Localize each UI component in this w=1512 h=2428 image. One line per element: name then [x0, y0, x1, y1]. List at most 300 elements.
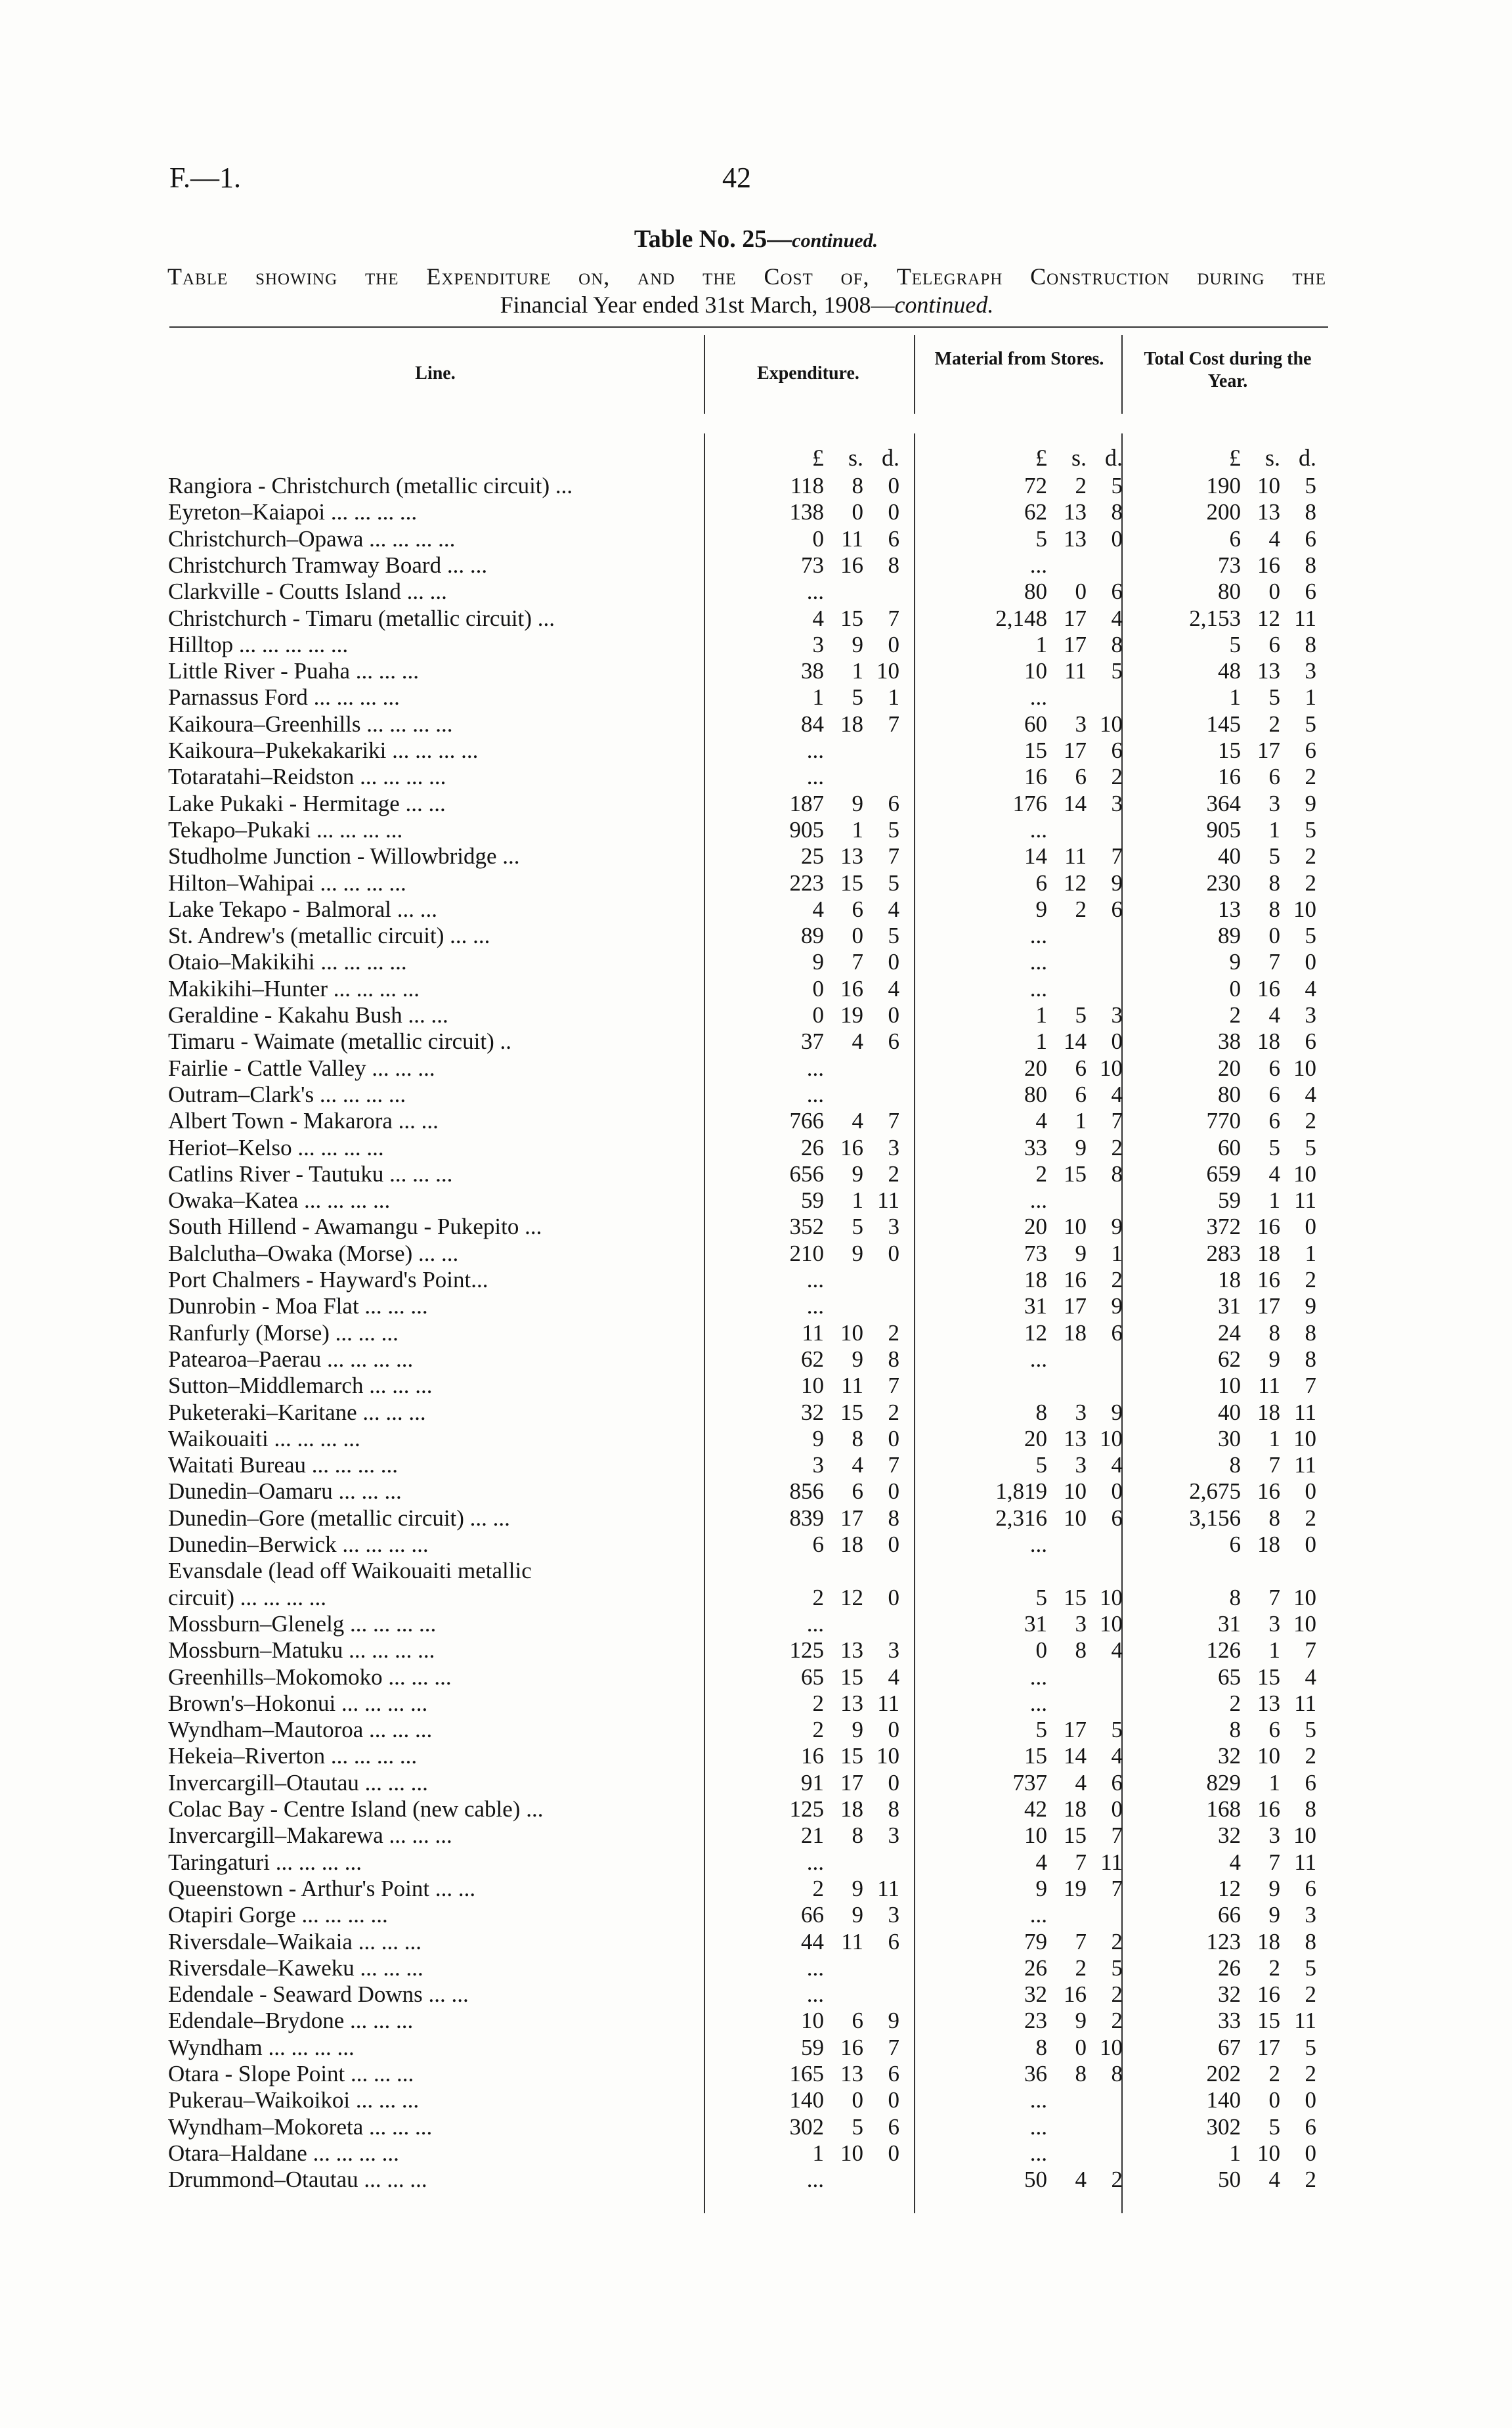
expenditure-pounds: 302: [789, 2113, 824, 2140]
material-shillings: 3: [1075, 1452, 1087, 1478]
expenditure-shillings: 11: [841, 1928, 863, 1954]
total-pence: 0: [1305, 1478, 1316, 1505]
table-row: [0, 2140, 1512, 2167]
material-shillings: 17: [1064, 1293, 1087, 1319]
expenditure-pence: 0: [888, 2087, 899, 2113]
expenditure-pence: 7: [888, 1452, 899, 1478]
material-pence: 0: [1111, 1028, 1123, 1055]
line-name: Drummond–Otautau ... ... ...: [168, 2167, 427, 2193]
material-shillings: 13: [1064, 499, 1087, 525]
total-pence: 1: [1305, 1240, 1316, 1266]
total-pounds: 18: [1218, 1267, 1241, 1292]
expenditure-pounds: 0: [812, 1002, 824, 1028]
table-row: [0, 1241, 1512, 1267]
line-name: Kaikoura–Greenhills ... ... ... ...: [168, 711, 453, 737]
line-name: Little River - Puaha ... ... ...: [168, 658, 420, 684]
total-shillings: 5: [1268, 843, 1280, 870]
expenditure-pence: 0: [888, 1478, 899, 1505]
total-pence: 10: [1293, 896, 1316, 922]
total-pounds: 2,153: [1189, 605, 1241, 631]
total-pounds: 62: [1218, 1346, 1241, 1372]
total-pounds: 67: [1218, 2034, 1241, 2060]
expenditure-pounds: 1: [812, 2140, 824, 2166]
expenditure-pence: 7: [888, 1108, 899, 1134]
table-row: [0, 1981, 1512, 2008]
expenditure-pounds: ...: [806, 2167, 824, 2193]
table-row: [0, 526, 1512, 552]
total-pence: 6: [1305, 2113, 1316, 2140]
table-row: [0, 579, 1512, 605]
material-pounds: 2: [1035, 1160, 1047, 1187]
expenditure-pounds: 91: [801, 1769, 824, 1796]
total-pence: 3: [1305, 1002, 1316, 1028]
material-pence: 2: [1111, 1928, 1123, 1954]
total-shillings: 16: [1257, 1478, 1280, 1505]
table-row: [0, 976, 1512, 1002]
expenditure-pence: 5: [888, 816, 899, 843]
expenditure-pounds: 0: [812, 975, 824, 1002]
total-pence: 8: [1305, 631, 1316, 657]
material-shillings: 6: [1075, 1055, 1087, 1081]
expenditure-shillings: 19: [840, 1002, 863, 1028]
total-pounds: 659: [1206, 1160, 1241, 1187]
expenditure-pounds: 32: [801, 1399, 824, 1425]
material-pounds: 73: [1024, 1240, 1047, 1266]
material-pounds: 15: [1024, 1743, 1047, 1769]
expenditure-shillings: 8: [852, 1822, 863, 1849]
material-pounds: 1,819: [995, 1478, 1047, 1505]
line-name: Otaio–Makikihi ... ... ... ...: [168, 949, 407, 975]
expenditure-pounds: 2: [812, 1717, 824, 1743]
expenditure-pence: 3: [888, 1637, 899, 1664]
expenditure-pence: 6: [888, 1028, 899, 1055]
table-row: [0, 2008, 1512, 2034]
table-row: [0, 738, 1512, 764]
material-pounds: 42: [1024, 1796, 1047, 1822]
line-name: Invercargill–Otautau ... ... ...: [168, 1769, 428, 1796]
total-shillings: 7: [1268, 1584, 1280, 1610]
total-pence: 10: [1293, 1822, 1316, 1849]
expenditure-pounds: 4: [812, 605, 824, 631]
expenditure-shillings: 15: [840, 1664, 863, 1690]
total-pence: 10: [1293, 1584, 1316, 1610]
expenditure-shillings: 9: [852, 1160, 863, 1187]
expenditure-shillings: 0: [852, 2087, 863, 2113]
total-pence: 6: [1305, 1028, 1316, 1055]
line-name: Dunedin–Berwick ... ... ... ...: [168, 1532, 429, 1557]
material-pounds: 2,316: [995, 1505, 1047, 1531]
line-name: Studholme Junction - Willowbridge ...: [168, 843, 520, 870]
material-pounds: 8: [1035, 1399, 1047, 1425]
material-pence: 5: [1111, 473, 1123, 498]
expenditure-shillings: 4: [852, 1028, 863, 1055]
line-name: Mossburn–Matuku ... ... ... ...: [168, 1637, 435, 1664]
material-pounds: 23: [1024, 2008, 1047, 2034]
total-pence: 7: [1305, 1637, 1316, 1664]
material-shillings: 14: [1064, 1028, 1087, 1055]
total-pence: 2: [1305, 2167, 1316, 2193]
total-pounds: 5: [1229, 631, 1241, 657]
expenditure-shillings: 15: [840, 605, 863, 631]
material-pounds: 5: [1035, 525, 1047, 552]
expenditure-pence: 11: [877, 1690, 899, 1716]
line-name: Otara–Haldane ... ... ... ...: [168, 2140, 399, 2166]
total-pounds: 15: [1218, 738, 1241, 763]
total-pounds: 38: [1218, 1028, 1241, 1055]
total-pence: 10: [1293, 1425, 1316, 1451]
material-pence: 7: [1111, 843, 1123, 870]
material-shillings: 15: [1064, 1822, 1087, 1849]
expenditure-pounds: 856: [789, 1478, 824, 1505]
expenditure-pence: 3: [888, 1822, 899, 1849]
material-pounds: 5: [1035, 1452, 1047, 1478]
total-shillings: 15: [1257, 1664, 1280, 1690]
line-name: Outram–Clark's ... ... ... ...: [168, 1081, 406, 1107]
line-name: Lake Tekapo - Balmoral ... ...: [168, 896, 437, 922]
total-pounds: 59: [1218, 1187, 1241, 1214]
line-name: Timaru - Waimate (metallic circuit) ..: [168, 1028, 512, 1055]
material-pence: 0: [1111, 1796, 1123, 1822]
table-row: [0, 817, 1512, 843]
total-pounds: 1: [1229, 684, 1241, 711]
line-name: Queenstown - Arthur's Point ... ...: [168, 1875, 476, 1901]
total-pence: 8: [1305, 1319, 1316, 1346]
total-shillings: 0: [1268, 579, 1280, 605]
expenditure-pence: 8: [888, 1346, 899, 1372]
total-shillings: 18: [1257, 1399, 1280, 1425]
material-shillings: 13: [1064, 1425, 1087, 1451]
material-pence: 3: [1111, 1002, 1123, 1028]
expenditure-shillings: 11: [841, 525, 863, 552]
material-pounds: 20: [1024, 1425, 1047, 1451]
expenditure-pence: 0: [888, 473, 899, 498]
expenditure-shillings: 16: [840, 2034, 863, 2060]
total-pounds: 4: [1229, 1849, 1241, 1875]
expenditure-shillings: 9: [852, 1875, 863, 1901]
expenditure-shillings: 10: [840, 1319, 863, 1346]
material-shillings: 16: [1064, 1267, 1087, 1292]
total-shillings: 1: [1268, 1769, 1280, 1796]
total-pounds: 24: [1218, 1319, 1241, 1346]
total-pounds: 48: [1218, 658, 1241, 684]
total-pounds: 20: [1218, 1055, 1241, 1081]
material-pence: 0: [1111, 525, 1123, 552]
total-shillings: 16: [1257, 1796, 1280, 1822]
total-pence: 11: [1294, 1849, 1316, 1875]
expenditure-pence: 0: [888, 1769, 899, 1796]
expenditure-pence: 6: [888, 525, 899, 552]
table-row: [0, 1055, 1512, 1082]
expenditure-pounds: ...: [806, 1981, 824, 2008]
material-pounds: ...: [1029, 552, 1047, 578]
material-shillings: 17: [1064, 631, 1087, 657]
line-name: Clarkville - Coutts Island ... ...: [168, 579, 447, 605]
total-shillings: 16: [1257, 552, 1280, 578]
material-pounds: 12: [1024, 1319, 1047, 1346]
line-name: Heriot–Kelso ... ... ... ...: [168, 1134, 384, 1160]
line-name: Sutton–Middlemarch ... ... ...: [168, 1373, 433, 1399]
total-shillings: 6: [1268, 1717, 1280, 1743]
expenditure-pounds: 6: [812, 1532, 824, 1557]
expenditure-pounds: 140: [789, 2087, 824, 2113]
expenditure-shillings: 1: [852, 658, 863, 684]
expenditure-shillings: 8: [852, 1425, 863, 1451]
expenditure-pence: 8: [888, 1505, 899, 1531]
table-row: [0, 2035, 1512, 2061]
total-pence: 5: [1305, 1717, 1316, 1743]
total-pence: 2: [1305, 1743, 1316, 1769]
total-pounds: 6: [1229, 525, 1241, 552]
material-pounds: 1: [1035, 1002, 1047, 1028]
expenditure-pence: 11: [877, 1187, 899, 1214]
total-pounds: 190: [1206, 473, 1241, 498]
material-pence: 7: [1111, 1822, 1123, 1849]
total-pence: 4: [1305, 975, 1316, 1002]
page-number: 42: [722, 162, 751, 194]
total-shillings: 11: [1258, 1373, 1280, 1399]
expenditure-shillings: 18: [840, 1796, 863, 1822]
material-pounds: 9: [1035, 896, 1047, 922]
table-row: [0, 711, 1512, 738]
total-pounds: 30: [1218, 1425, 1241, 1451]
expenditure-shillings: 1: [852, 1187, 863, 1214]
material-pence: 6: [1111, 579, 1123, 605]
total-pounds: 8: [1229, 1584, 1241, 1610]
total-pounds: 16: [1218, 764, 1241, 790]
table-row: [0, 949, 1512, 975]
table-title: [0, 225, 1512, 254]
expenditure-pence: 9: [888, 2008, 899, 2034]
material-pounds: 26: [1024, 1954, 1047, 1981]
line-name: Taringaturi ... ... ... ...: [168, 1849, 362, 1875]
total-pounds: 3,156: [1189, 1505, 1241, 1531]
total-shillings: 8: [1268, 870, 1280, 896]
table-row: [0, 632, 1512, 658]
material-pence: 4: [1111, 605, 1123, 631]
material-shillings: 13: [1064, 525, 1087, 552]
material-pounds: 20: [1024, 1055, 1047, 1081]
total-shillings: 18: [1257, 1028, 1280, 1055]
total-pounds: 80: [1218, 579, 1241, 605]
material-shillings: 18: [1064, 1319, 1087, 1346]
expenditure-pence: 0: [888, 1717, 899, 1743]
material-shillings: 4: [1075, 1769, 1087, 1796]
expenditure-pounds: 11: [802, 1319, 824, 1346]
total-shillings: 4: [1268, 1160, 1280, 1187]
total-pence: 9: [1305, 1293, 1316, 1319]
total-pounds: 0: [1229, 975, 1241, 1002]
expenditure-pounds: 10: [801, 2008, 824, 2034]
table-row: [0, 1770, 1512, 1796]
table-row: [0, 843, 1512, 870]
material-pounds: 80: [1024, 1081, 1047, 1107]
expenditure-pence: 3: [888, 1134, 899, 1160]
total-pounds: 8: [1229, 1717, 1241, 1743]
expenditure-pounds: 839: [789, 1505, 824, 1531]
line-name: Dunedin–Gore (metallic circuit) ... ...: [168, 1505, 510, 1531]
line-name: Wyndham ... ... ... ...: [168, 2034, 355, 2060]
total-pence: 11: [1294, 605, 1316, 631]
table-row: [0, 552, 1512, 579]
material-shillings: 0: [1075, 579, 1087, 605]
total-shillings: 4: [1268, 2167, 1280, 2193]
material-pounds: 0: [1035, 1637, 1047, 1664]
expenditure-pence: 3: [888, 1214, 899, 1240]
material-pounds: 79: [1024, 1928, 1047, 1954]
expenditure-pounds: ...: [806, 1610, 824, 1637]
total-shillings: 5: [1268, 684, 1280, 711]
material-pence: 2: [1111, 2167, 1123, 2193]
unit-shillings: s.: [1264, 445, 1280, 471]
material-pence: 3: [1111, 790, 1123, 816]
total-pence: 10: [1293, 1610, 1316, 1637]
expenditure-pence: 10: [876, 658, 899, 684]
table-row: [0, 1452, 1512, 1478]
expenditure-pence: 7: [888, 711, 899, 737]
expenditure-pence: 3: [888, 1902, 899, 1928]
total-pounds: 31: [1218, 1293, 1241, 1319]
material-pounds: ...: [1029, 684, 1047, 711]
total-pence: 0: [1305, 2140, 1316, 2166]
page-identifier: F.—1.: [169, 162, 241, 194]
material-shillings: 8: [1075, 2061, 1087, 2086]
total-pounds: 2: [1229, 1002, 1241, 1028]
line-name: Waikouaiti ... ... ... ...: [168, 1425, 360, 1451]
total-shillings: 0: [1268, 2087, 1280, 2113]
total-pence: 5: [1305, 923, 1316, 949]
total-pounds: 33: [1218, 2008, 1241, 2034]
expenditure-pounds: 16: [801, 1743, 824, 1769]
column-header-line: Line.: [415, 363, 456, 384]
line-name: Kaikoura–Pukekakariki ... ... ... ...: [168, 738, 479, 763]
line-name: Catlins River - Tautuku ... ... ...: [168, 1160, 453, 1187]
expenditure-pounds: 2: [812, 1584, 824, 1610]
expenditure-pounds: 59: [801, 1187, 824, 1214]
material-shillings: 17: [1064, 605, 1087, 631]
expenditure-pence: 7: [888, 843, 899, 870]
material-pounds: 737: [1012, 1769, 1047, 1796]
total-shillings: 4: [1268, 1002, 1280, 1028]
expenditure-shillings: 1: [852, 816, 863, 843]
material-pounds: ...: [1029, 1902, 1047, 1928]
total-pounds: 202: [1206, 2061, 1241, 2086]
expenditure-pounds: 26: [801, 1134, 824, 1160]
table-title-suffix: continued.: [792, 230, 878, 252]
total-pence: 5: [1305, 1134, 1316, 1160]
total-pounds: 1: [1229, 2140, 1241, 2166]
line-name: Otara - Slope Point ... ... ...: [168, 2061, 414, 2086]
material-pence: 10: [1100, 1425, 1123, 1451]
expenditure-pence: 0: [888, 631, 899, 657]
expenditure-shillings: 13: [840, 2061, 863, 2086]
material-pence: 10: [1100, 2034, 1123, 2060]
expenditure-pence: 0: [888, 949, 899, 975]
line-name: Wyndham–Mautoroa ... ... ...: [168, 1717, 433, 1743]
material-pounds: ...: [1029, 1346, 1047, 1372]
total-pence: 0: [1305, 1532, 1316, 1557]
line-name: Owaka–Katea ... ... ... ...: [168, 1187, 391, 1214]
material-shillings: 10: [1064, 1214, 1087, 1240]
material-shillings: 14: [1064, 790, 1087, 816]
expenditure-pounds: 44: [801, 1928, 824, 1954]
material-pence: 8: [1111, 631, 1123, 657]
material-pence: 10: [1100, 1610, 1123, 1637]
expenditure-pounds: ...: [806, 1954, 824, 1981]
expenditure-shillings: 13: [840, 1690, 863, 1716]
total-pence: 5: [1305, 816, 1316, 843]
column-header-material: Material from Stores.: [934, 349, 1104, 369]
line-name: Rangiora - Christchurch (metallic circuit) ...: [168, 473, 573, 498]
material-shillings: 17: [1064, 738, 1087, 763]
total-pounds: 2: [1229, 1690, 1241, 1716]
unit-pounds: £: [812, 445, 824, 471]
material-pence: 7: [1111, 1875, 1123, 1901]
expenditure-pounds: 62: [801, 1346, 824, 1372]
material-pence: 5: [1111, 1954, 1123, 1981]
material-shillings: 2: [1075, 1954, 1087, 1981]
line-name: Makikihi–Hunter ... ... ... ...: [168, 975, 420, 1002]
expenditure-pounds: 223: [789, 870, 824, 896]
material-pounds: 14: [1024, 843, 1047, 870]
total-shillings: 6: [1268, 764, 1280, 790]
material-pounds: ...: [1029, 1187, 1047, 1214]
unit-pence: d.: [1299, 445, 1316, 471]
expenditure-pence: 0: [888, 499, 899, 525]
line-name: Fairlie - Cattle Valley ... ... ...: [168, 1055, 435, 1081]
total-shillings: 16: [1257, 1981, 1280, 2008]
expenditure-pounds: 905: [789, 816, 824, 843]
total-pence: 5: [1305, 2034, 1316, 2060]
column-header-expenditure: Expenditure.: [757, 363, 859, 384]
line-name: Lake Pukaki - Hermitage ... ...: [168, 790, 446, 816]
line-name: Tekapo–Pukaki ... ... ... ...: [168, 816, 403, 843]
total-pence: 6: [1305, 1875, 1316, 1901]
expenditure-pounds: 2: [812, 1690, 824, 1716]
line-name: Christchurch Tramway Board ... ...: [168, 552, 488, 578]
line-name: Puketeraki–Karitane ... ... ...: [168, 1399, 426, 1425]
expenditure-shillings: 5: [852, 2113, 863, 2140]
total-shillings: 8: [1268, 1319, 1280, 1346]
total-pounds: 73: [1218, 552, 1241, 578]
material-pounds: 20: [1024, 1214, 1047, 1240]
material-pence: 7: [1111, 1108, 1123, 1134]
table-row: [0, 870, 1512, 896]
expenditure-pounds: 9: [812, 949, 824, 975]
total-pence: 5: [1305, 1954, 1316, 1981]
material-pence: 4: [1111, 1452, 1123, 1478]
table-row: [0, 896, 1512, 923]
total-pence: 11: [1294, 1399, 1316, 1425]
total-pounds: 50: [1218, 2167, 1241, 2193]
expenditure-pence: 8: [888, 552, 899, 578]
expenditure-shillings: 18: [840, 1532, 863, 1557]
table-row: [0, 2087, 1512, 2113]
expenditure-pence: 4: [888, 896, 899, 922]
unit-shillings: s.: [848, 445, 863, 471]
total-pounds: 145: [1206, 711, 1241, 737]
total-pence: 0: [1305, 2087, 1316, 2113]
material-shillings: 11: [1064, 658, 1087, 684]
table-row: [0, 1267, 1512, 1293]
table-row: [0, 1743, 1512, 1769]
total-shillings: 8: [1268, 896, 1280, 922]
material-pence: 2: [1111, 1267, 1123, 1292]
total-pence: 4: [1305, 1664, 1316, 1690]
table-row: [0, 1929, 1512, 1955]
table-row: [0, 1400, 1512, 1426]
total-shillings: 5: [1268, 1134, 1280, 1160]
material-pounds: 36: [1024, 2061, 1047, 2086]
